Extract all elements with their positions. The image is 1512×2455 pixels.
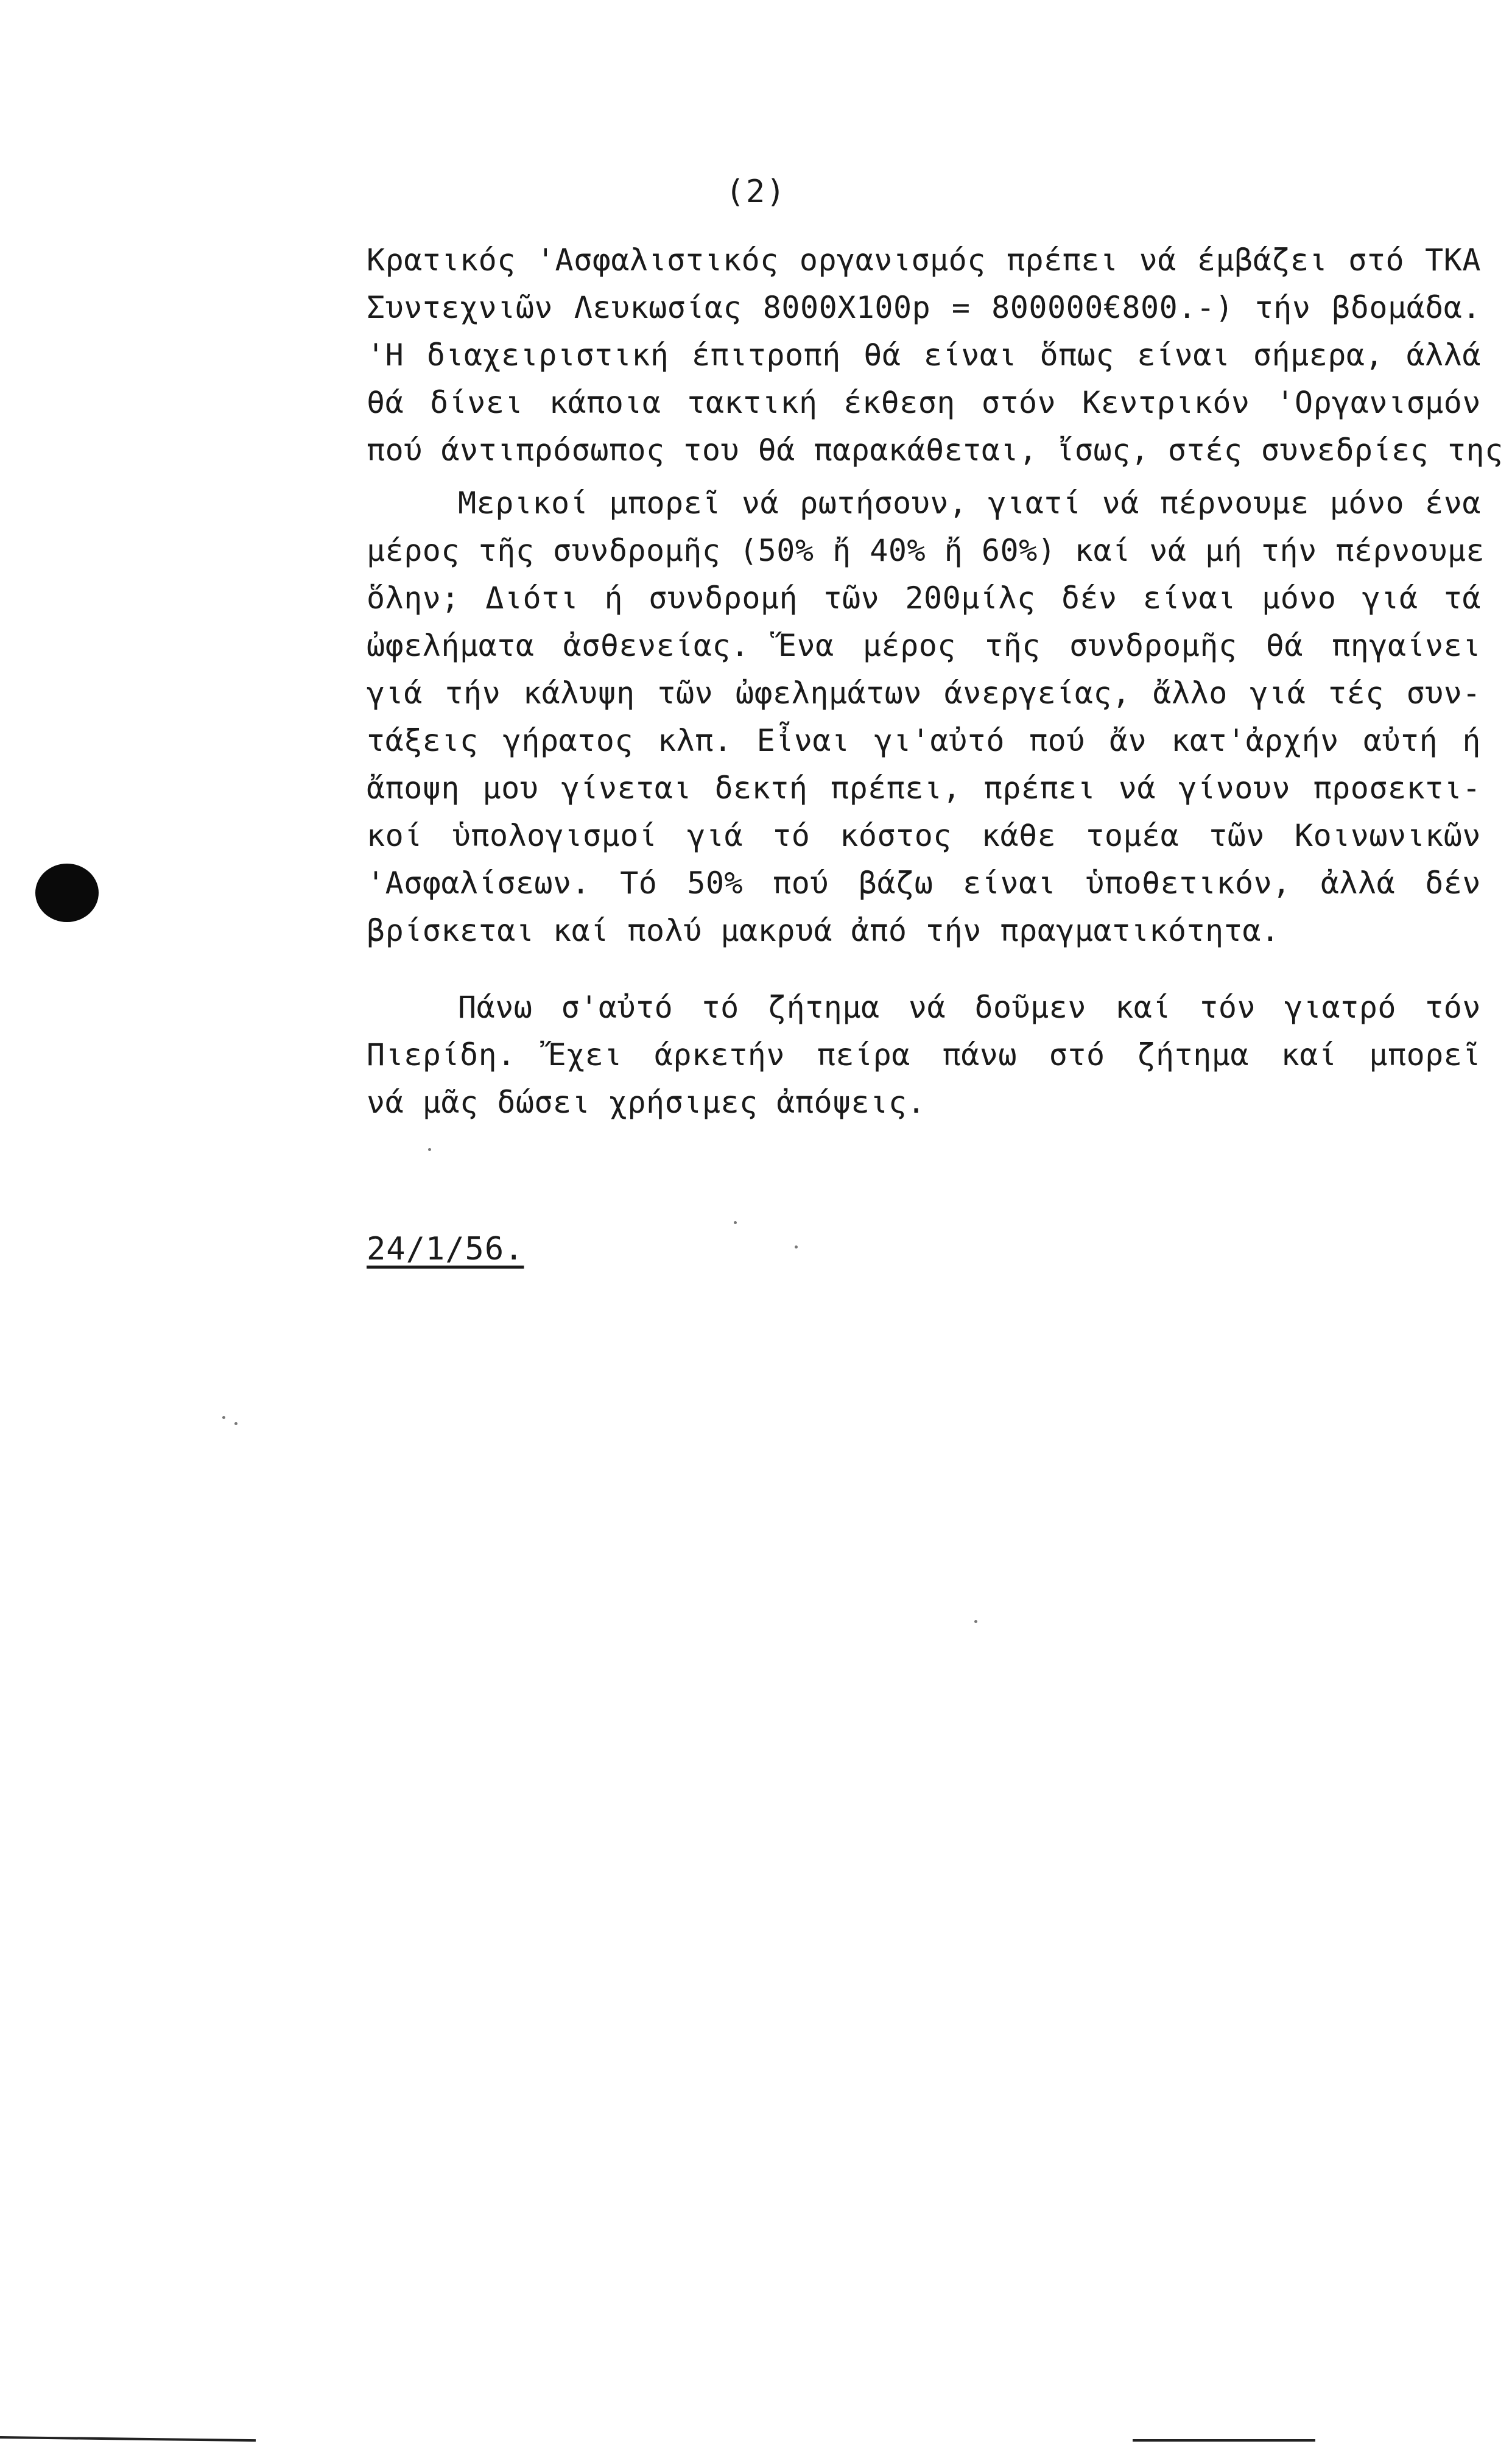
- text-line: ἄποψη μου γίνεται δεκτή πρέπει, πρέπει νά γίνουν προσεκτι-: [367, 770, 1481, 806]
- scan-speck: [734, 1221, 737, 1224]
- text-line: βρίσκεται καί πολύ μακρυά ἀπό τήν πραγματικότητα.: [367, 913, 1280, 948]
- text-line: Κρατικός 'Ασφαλιστικός οργανισμός πρέπει νά έμβάζει στό ΤΚΑ: [367, 242, 1481, 278]
- text-line: ὠφελήματα ἀσθενείας. Ἕνα μέρος τῆς συνδρομῆς θά πηγαίνει: [367, 628, 1481, 663]
- scan-speck: [974, 1620, 977, 1623]
- text-line: μέρος τῆς συνδρομῆς (50% ἤ 40% ἤ 60%) καί νά μή τήν πέρνουμε: [367, 533, 1485, 568]
- text-line: ὅλην; Διότι ή συνδρομή τῶν 200μίλς δέν είναι μόνο γιά τά: [367, 580, 1481, 616]
- text-line: γιά τήν κάλυψη τῶν ὠφελημάτων άνεργείας, ἄλλο γιά τές συν-: [367, 675, 1481, 711]
- text-line: θά δίνει κάποια τακτική έκθεση στόν Κεντρικόν 'Οργανισμόν: [367, 385, 1481, 420]
- text-line: 'Ασφαλίσεων. Τό 50% πού βάζω είναι ὑποθετικόν, ἀλλά δέν: [367, 865, 1481, 901]
- scan-speck: [234, 1422, 237, 1425]
- text-line: πού άντιπρόσωπος του θά παρακάθεται, ἴσως, στές συνεδρίες της: [367, 432, 1503, 468]
- scan-speck: [795, 1245, 798, 1249]
- scan-speck: [222, 1416, 225, 1419]
- text-line: τάξεις γήρατος κλπ. Εἶναι γι'αὐτό πού ἄν κατ'ἀρχήν αὐτή ή: [367, 723, 1481, 758]
- paragraph-3: [367, 984, 1481, 1126]
- text-line: Συντεχνιῶν Λευκωσίας 8000Χ100p = 800000€800.-) τήν βδομάδα.: [367, 290, 1481, 325]
- text-line: κοί ὑπολογισμοί γιά τό κόστος κάθε τομέα τῶν Κοινωνικῶν: [367, 818, 1481, 853]
- text-line: Πιερίδη. Ἔχει άρκετήν πείρα πάνω στό ζήτημα καί μπορεῖ: [367, 1037, 1481, 1073]
- text-line: Πάνω σ'αὐτό τό ζήτημα νά δοῦμεν καί τόν γιατρό τόν: [458, 990, 1481, 1025]
- scan-speck: [428, 1148, 431, 1151]
- text-line: νά μᾶς δώσει χρήσιμες ἀπόψεις.: [367, 1085, 926, 1120]
- scan-edge: [0, 2436, 256, 2442]
- paragraph-1: [367, 236, 1503, 474]
- document-date: 24/1/56.: [367, 1231, 524, 1267]
- text-line: Μερικοί μπορεῖ νά ρωτήσουν, γιατί νά πέρνουμε μόνο ένα: [458, 485, 1481, 521]
- text-line: 'Η διαχειριστική έπιτροπή θά είναι ὅπως είναι σήμερα, άλλά: [367, 337, 1481, 373]
- paragraph-2: [367, 479, 1485, 954]
- scan-edge: [1133, 2439, 1315, 2442]
- page-number: (2): [725, 174, 787, 210]
- punch-hole: [35, 864, 99, 922]
